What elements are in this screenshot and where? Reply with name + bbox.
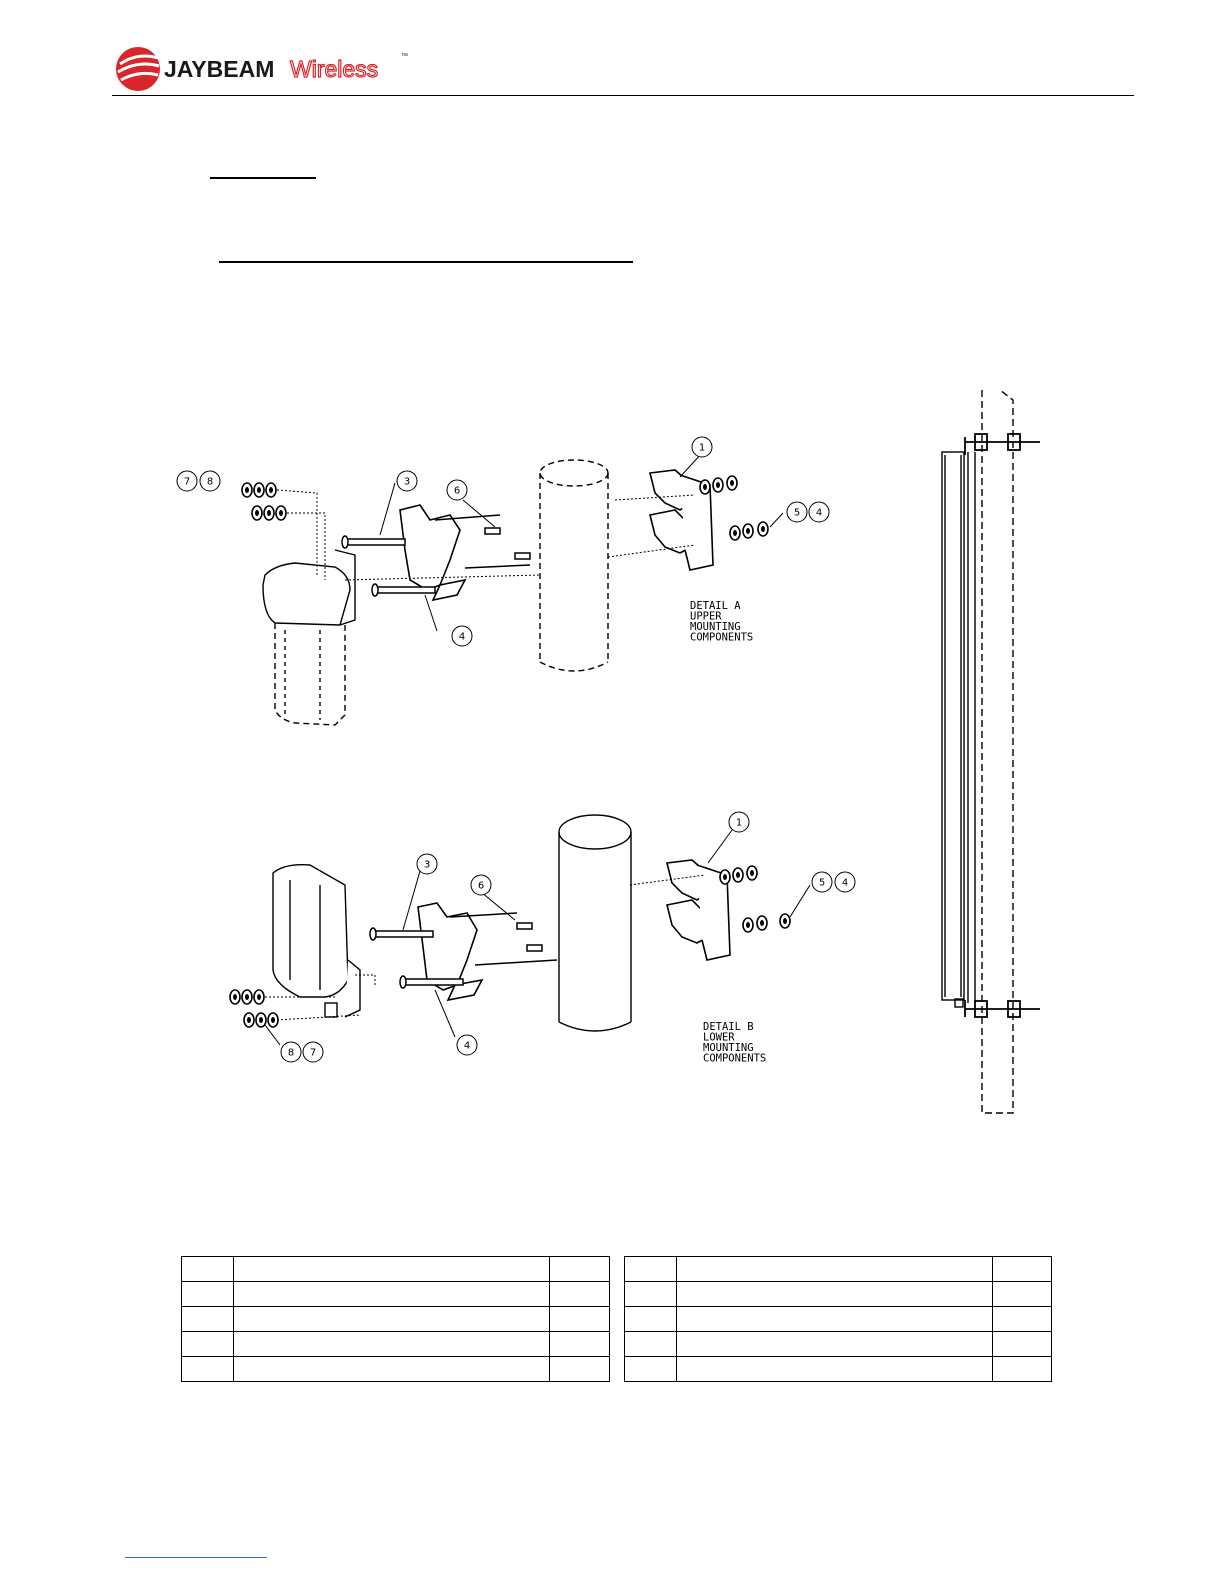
detail-a-callout-6 bbox=[447, 480, 467, 500]
detail-b-lower-mounting bbox=[230, 815, 810, 1045]
table-row bbox=[625, 1332, 1052, 1357]
antenna-bottom-end-b bbox=[273, 865, 360, 1017]
table-row bbox=[182, 1332, 610, 1357]
qty-cell bbox=[550, 1357, 610, 1382]
detail-b-caption-line: MOUNTING bbox=[703, 1042, 754, 1054]
item-cell bbox=[182, 1257, 234, 1282]
table-row bbox=[182, 1257, 610, 1282]
detail-b-callout-1 bbox=[729, 812, 749, 832]
qty-cell bbox=[550, 1307, 610, 1332]
description-cell bbox=[676, 1282, 992, 1307]
detail-a-callout-8 bbox=[200, 471, 220, 491]
footer-link-underline[interactable] bbox=[125, 1557, 267, 1558]
pole-a bbox=[540, 460, 608, 671]
subsection-heading-underline bbox=[219, 261, 633, 263]
description-cell bbox=[233, 1257, 549, 1282]
detail-b-caption-line: DETAIL B bbox=[703, 1021, 754, 1033]
detail-a-callout-4 bbox=[452, 626, 472, 646]
qty-cell bbox=[993, 1332, 1052, 1357]
qty-cell bbox=[550, 1257, 610, 1282]
item-cell bbox=[625, 1257, 677, 1282]
callout-number: 4 bbox=[458, 631, 466, 643]
item-cell bbox=[625, 1332, 677, 1357]
antenna-side-view bbox=[942, 390, 1040, 1113]
description-cell bbox=[676, 1357, 992, 1382]
callout-number: 6 bbox=[453, 485, 461, 497]
jaybeam-wireless-logo bbox=[112, 44, 412, 94]
table-row bbox=[625, 1357, 1052, 1382]
qty-cell bbox=[993, 1307, 1052, 1332]
detail-b-caption-line: LOWER bbox=[703, 1031, 735, 1044]
detail-b-callout-4 bbox=[835, 872, 855, 892]
qty-cell bbox=[993, 1357, 1052, 1382]
item-cell bbox=[182, 1282, 234, 1307]
detail-captions bbox=[690, 600, 766, 1065]
logo-emblem-icon bbox=[116, 47, 160, 91]
detail-a-callout-5 bbox=[787, 502, 807, 522]
parts-table-left bbox=[181, 1256, 610, 1382]
detail-b-callout-6 bbox=[471, 875, 491, 895]
detail-a-caption-line: COMPONENTS bbox=[690, 631, 754, 644]
item-cell bbox=[182, 1357, 234, 1382]
callout-number: 6 bbox=[477, 880, 485, 892]
callout-number: 8 bbox=[206, 476, 214, 488]
detail-b-callout-4 bbox=[457, 1035, 477, 1055]
detail-b-callout-8 bbox=[281, 1042, 301, 1062]
parts-table-right bbox=[624, 1256, 1052, 1382]
logo-product-text: Wireless bbox=[290, 56, 379, 82]
item-cell bbox=[182, 1332, 234, 1357]
detail-a-caption-line: UPPER bbox=[690, 610, 722, 623]
table-row bbox=[625, 1257, 1052, 1282]
table-row bbox=[182, 1307, 610, 1332]
detail-a-callout-3 bbox=[397, 471, 417, 491]
table-row bbox=[182, 1357, 610, 1382]
logo-trademark-text: ™ bbox=[401, 53, 408, 60]
qty-cell bbox=[993, 1282, 1052, 1307]
item-cell bbox=[625, 1307, 677, 1332]
description-cell bbox=[676, 1332, 992, 1357]
detail-a-callout-7 bbox=[177, 471, 197, 491]
callout-number: 1 bbox=[698, 442, 706, 454]
callout-number: 8 bbox=[287, 1047, 295, 1059]
item-cell bbox=[182, 1307, 234, 1332]
detail-b-callout-5 bbox=[812, 872, 832, 892]
description-cell bbox=[233, 1282, 549, 1307]
callout-number: 1 bbox=[735, 817, 743, 829]
callout-number: 5 bbox=[818, 877, 826, 889]
detail-b-callout-3 bbox=[417, 854, 437, 874]
description-cell bbox=[676, 1307, 992, 1332]
header-rule bbox=[112, 95, 1134, 96]
callout-number: 7 bbox=[309, 1047, 317, 1059]
upper-bracket-side-view bbox=[965, 434, 1040, 455]
description-cell bbox=[233, 1307, 549, 1332]
qty-cell bbox=[993, 1257, 1052, 1282]
detail-a-callout-1 bbox=[692, 437, 712, 457]
callout-number: 7 bbox=[183, 476, 191, 488]
callout-number: 5 bbox=[793, 507, 801, 519]
item-cell bbox=[625, 1282, 677, 1307]
mounting-drawing-svg bbox=[165, 385, 1065, 1135]
table-row bbox=[182, 1282, 610, 1307]
description-cell bbox=[233, 1357, 549, 1382]
callout-number: 3 bbox=[403, 476, 411, 488]
detail-a-caption-line: MOUNTING bbox=[690, 621, 741, 633]
qty-cell bbox=[550, 1332, 610, 1357]
callout-number: 4 bbox=[815, 507, 823, 519]
logo-graphic bbox=[112, 44, 412, 94]
section-heading-underline bbox=[210, 177, 316, 179]
pole-b bbox=[559, 815, 631, 1031]
antenna-top-end-a bbox=[263, 550, 355, 725]
callout-number: 3 bbox=[423, 859, 431, 871]
table-row bbox=[625, 1307, 1052, 1332]
lower-bracket-side-view bbox=[965, 1000, 1040, 1017]
bracket-a bbox=[400, 505, 465, 600]
table-row bbox=[625, 1282, 1052, 1307]
detail-b-caption-line: COMPONENTS bbox=[703, 1052, 767, 1065]
logo-brand-text: JAYBEAM bbox=[164, 56, 275, 82]
item-cell bbox=[625, 1357, 677, 1382]
callout-number: 4 bbox=[463, 1040, 471, 1052]
detail-b-callout-7 bbox=[303, 1042, 323, 1062]
detail-a-caption-line: DETAIL A bbox=[690, 600, 741, 612]
callout-number: 4 bbox=[841, 877, 849, 889]
detail-a-upper-mounting bbox=[242, 453, 783, 725]
detail-a-callout-4 bbox=[809, 502, 829, 522]
description-cell bbox=[676, 1257, 992, 1282]
qty-cell bbox=[550, 1282, 610, 1307]
mounting-assembly-drawing bbox=[165, 385, 1065, 1135]
description-cell bbox=[233, 1332, 549, 1357]
